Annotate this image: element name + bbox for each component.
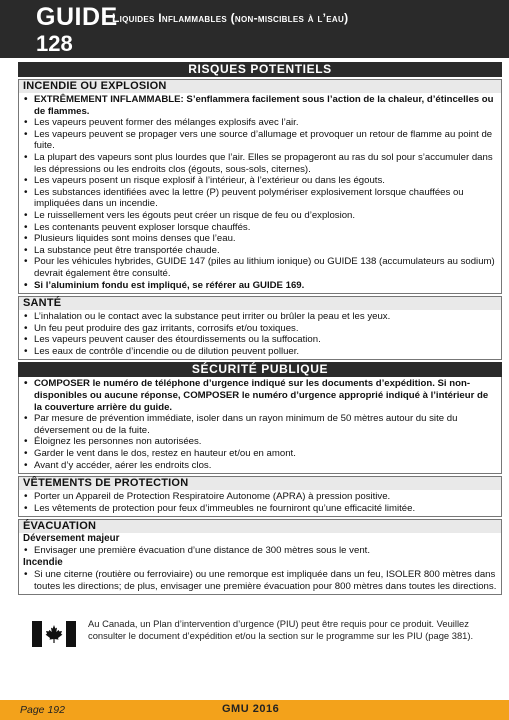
sante-list bbox=[19, 310, 501, 359]
list-item: • Les eaux de contrôle d’incendie ou de dilution peuvent polluer. bbox=[23, 346, 497, 358]
page-body bbox=[0, 58, 509, 700]
list-item: • COMPOSER le numéro de téléphone d’urgence indiqué sur les documents d’expédition. Si non-disponibles ou aucune réponse, COMPOSER le numéro d’urgence approprié indiqué à l’intérieur de la couverture arrière du guide. bbox=[23, 378, 497, 413]
canada-flag-icon bbox=[32, 621, 76, 647]
list-item: • Les contenants peuvent exploser lorsque chauffés. bbox=[23, 222, 497, 234]
incendie-list bbox=[19, 93, 501, 293]
list-item: • Un feu peut produire des gaz irritants, corrosifs et/ou toxiques. bbox=[23, 323, 497, 335]
canada-note-text: Au Canada, un Plan d’intervention d’urgence (PIU) peut être requis pour ce produit. Veuillez consulter le document d’expédition et/ou la section sur le programme sur les PIU (page 381). bbox=[88, 618, 474, 641]
list-item: • Les vapeurs peuvent former des mélanges explosifs avec l’air. bbox=[23, 117, 497, 129]
section-vetements bbox=[18, 476, 502, 517]
list-item: • EXTRÊMEMENT INFLAMMABLE: S’enflammera facilement sous l’action de la chaleur, d’étincelles ou de flammes. bbox=[23, 94, 497, 117]
subheading-incendie: Incendie bbox=[23, 557, 63, 568]
page-number: Page 192 bbox=[20, 704, 65, 716]
list-item: • La substance peut être transportée chaude. bbox=[23, 245, 497, 257]
list-item: • Avant d’y accéder, aérer les endroits clos. bbox=[23, 460, 497, 472]
footer-bar bbox=[0, 700, 509, 720]
list-item: • Plusieurs liquides sont moins denses que l’eau. bbox=[23, 233, 497, 245]
list-item: • Porter un Appareil de Protection Respiratoire Autonome (APRA) à pression positive. bbox=[23, 491, 497, 503]
subheading-deversement: Déversement majeur bbox=[23, 533, 120, 545]
list-item: • Garder le vent dans le dos, restez en hauteur et/ou en amont. bbox=[23, 448, 497, 460]
list-item: • Les substances identifiées avec la lettre (P) peuvent polymériser explosivement lorsque chauffées ou impliquées dans un incendie. bbox=[23, 187, 497, 210]
guide-number: 128 bbox=[36, 31, 73, 56]
section-securite bbox=[18, 377, 502, 474]
list-item: • Par mesure de prévention immédiate, isoler dans un rayon minimum de 50 mètres autour du site du déversement ou de la fuite. bbox=[23, 413, 497, 436]
banner-risques: RISQUES POTENTIELS bbox=[18, 62, 502, 77]
evacuation-list-2 bbox=[19, 569, 501, 594]
section-sante bbox=[18, 296, 502, 360]
content bbox=[18, 62, 502, 595]
canada-note bbox=[18, 614, 502, 654]
section-heading: ÉVACUATION bbox=[19, 520, 501, 533]
list-item: • La plupart des vapeurs sont plus lourdes que l’air. Elles se propageront au ras du sol pour s’accumuler dans les dépressions ou les endroits clos (égouts, sous-sols, citernes). bbox=[23, 152, 497, 175]
list-item: • Si l’aluminium fondu est impliqué, se référer au GUIDE 169. bbox=[23, 280, 497, 292]
section-incendie bbox=[18, 79, 502, 294]
guide-label: GUIDE bbox=[36, 3, 118, 31]
list-item: • L’inhalation ou le contact avec la substance peut irriter ou brûler la peau et les yeux. bbox=[23, 311, 497, 323]
guide-title: Liquides Inflammables (non-miscibles à l’eau) bbox=[112, 11, 349, 25]
list-item: • Les vapeurs posent un risque explosif à l’intérieur, à l’extérieur ou dans les égouts. bbox=[23, 175, 497, 187]
list-item: • Pour les véhicules hybrides, GUIDE 147 (piles au lithium ionique) ou GUIDE 138 (accumulateurs au sodium) devrait également être consulté. bbox=[23, 256, 497, 279]
securite-list bbox=[19, 377, 501, 473]
evacuation-list-1 bbox=[19, 545, 501, 557]
edition-label: GMU 2016 bbox=[222, 703, 280, 715]
section-heading: SANTÉ bbox=[19, 297, 501, 310]
list-item: • Les vêtements de protection pour feux d’immeubles ne fourniront qu’une efficacité limitée. bbox=[23, 503, 497, 515]
vetements-list bbox=[19, 490, 501, 516]
section-heading: VÊTEMENTS DE PROTECTION bbox=[19, 477, 501, 490]
section-heading: INCENDIE OU EXPLOSION bbox=[19, 80, 501, 93]
banner-securite: SÉCURITÉ PUBLIQUE bbox=[18, 362, 502, 377]
list-item: • Si une citerne (routière ou ferroviaire) ou une remorque est impliquée dans un feu, ISOLER 800 mètres dans toutes les directions; de plus, envisager une première évacuation pour 800 mètres dans toutes les directions. bbox=[23, 569, 497, 592]
list-item: • Le ruissellement vers les égouts peut créer un risque de feu ou d’explosion. bbox=[23, 210, 497, 222]
list-item: • Les vapeurs peuvent se propager vers une source d’allumage et provoquer un retour de flamme au point de fuite. bbox=[23, 129, 497, 152]
section-evacuation bbox=[18, 519, 502, 595]
list-item: • Les vapeurs peuvent causer des étourdissements ou la suffocation. bbox=[23, 334, 497, 346]
list-item: • Envisager une première évacuation d’une distance de 300 mètres sous le vent. bbox=[23, 545, 497, 557]
guide-header bbox=[0, 0, 509, 58]
list-item: • Éloignez les personnes non autorisées. bbox=[23, 436, 497, 448]
